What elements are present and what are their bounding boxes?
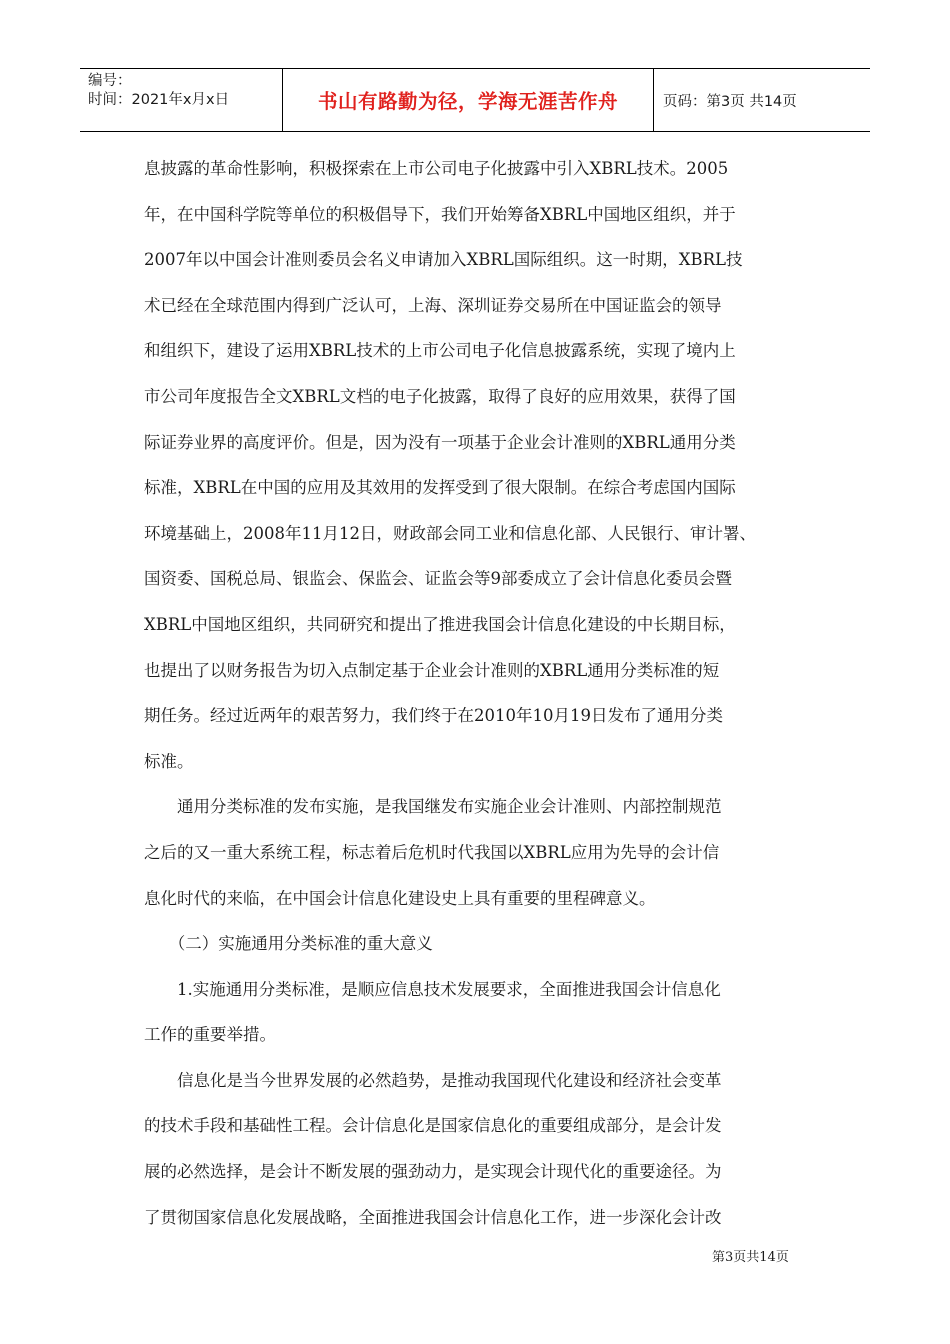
text-line: 也提出了以财务报告为切入点制定基于企业会计准则的XBRL通用分类标准的短 — [144, 660, 720, 680]
document-body — [144, 146, 808, 1240]
text-line: 1.实施通用分类标准，是顺应信息技术发展要求，全面推进我国会计信息化 — [144, 979, 721, 999]
text-line: 通用分类标准的发布实施，是我国继发布实施企业会计准则、内部控制规范 — [144, 797, 722, 817]
text-line: 期任务。经过近两年的艰苦努力，我们终于在2010年10月19日发布了通用分类 — [144, 706, 723, 726]
header-meta — [88, 72, 284, 110]
page-header — [80, 68, 870, 132]
text-line: 标准，XBRL在中国的应用及其效用的发挥受到了很大限制。在综合考虑国内国际 — [144, 478, 736, 498]
text-line: 环境基础上，2008年11月12日，财政部会同工业和信息化部、人民银行、审计署、 — [144, 523, 756, 543]
text-line: 工作的重要举措。 — [144, 1025, 276, 1045]
text-line: 息化时代的来临，在中国会计信息化建设史上具有重要的里程碑意义。 — [144, 888, 656, 908]
header-motto: 书山有路勤为径，学海无涯苦作舟 — [282, 69, 654, 131]
text-line: 国资委、国税总局、银监会、保监会、证监会等9部委成立了会计信息化委员会暨 — [144, 569, 732, 589]
text-line: 市公司年度报告全文XBRL文档的电子化披露，取得了良好的应用效果，获得了国 — [144, 386, 736, 406]
text-line: 了贯彻国家信息化发展战略，全面推进我国会计信息化工作，进一步深化会计改 — [144, 1207, 722, 1227]
text-line: 信息化是当今世界发展的必然趋势，是推动我国现代化建设和经济社会变革 — [144, 1070, 722, 1090]
text-line: 年，在中国科学院等单位的积极倡导下，我们开始筹备XBRL中国地区组织，并于 — [144, 204, 736, 224]
text-line: 标准。 — [144, 751, 194, 771]
section-heading: （二）实施通用分类标准的重大意义 — [144, 934, 433, 954]
text-line: 之后的又一重大系统工程，标志着后危机时代我国以XBRL应用为先导的会计信 — [144, 842, 720, 862]
text-line: 术已经在全球范围内得到广泛认可，上海、深圳证券交易所在中国证监会的领导 — [144, 295, 722, 315]
text-line: XBRL中国地区组织，共同研究和提出了推进我国会计信息化建设的中长期目标， — [144, 614, 736, 634]
header-page-info: 页码：第3页 共14页 — [663, 93, 797, 110]
text-line: 的技术手段和基础性工程。会计信息化是国家信息化的重要组成部分，是会计发 — [144, 1116, 722, 1136]
text-line: 息披露的革命性影响，积极探索在上市公司电子化披露中引入XBRL技术。2005 — [144, 159, 729, 178]
text-line: 际证券业界的高度评价。但是，因为没有一项基于企业会计准则的XBRL通用分类 — [144, 432, 736, 452]
text-line: 2007年以中国会计准则委员会名义申请加入XBRL国际组织。这一时期，XBRL技 — [144, 250, 743, 270]
document-date: 时间：2021年x月x日 — [88, 92, 230, 108]
document-number-label: 编号： — [88, 73, 132, 89]
page-footer: 第3页共14页 — [712, 1250, 789, 1265]
text-line: 展的必然选择，是会计不断发展的强劲动力，是实现会计现代化的重要途径。为 — [144, 1162, 722, 1182]
text-line: 和组织下，建设了运用XBRL技术的上市公司电子化信息披露系统，实现了境内上 — [144, 341, 736, 361]
